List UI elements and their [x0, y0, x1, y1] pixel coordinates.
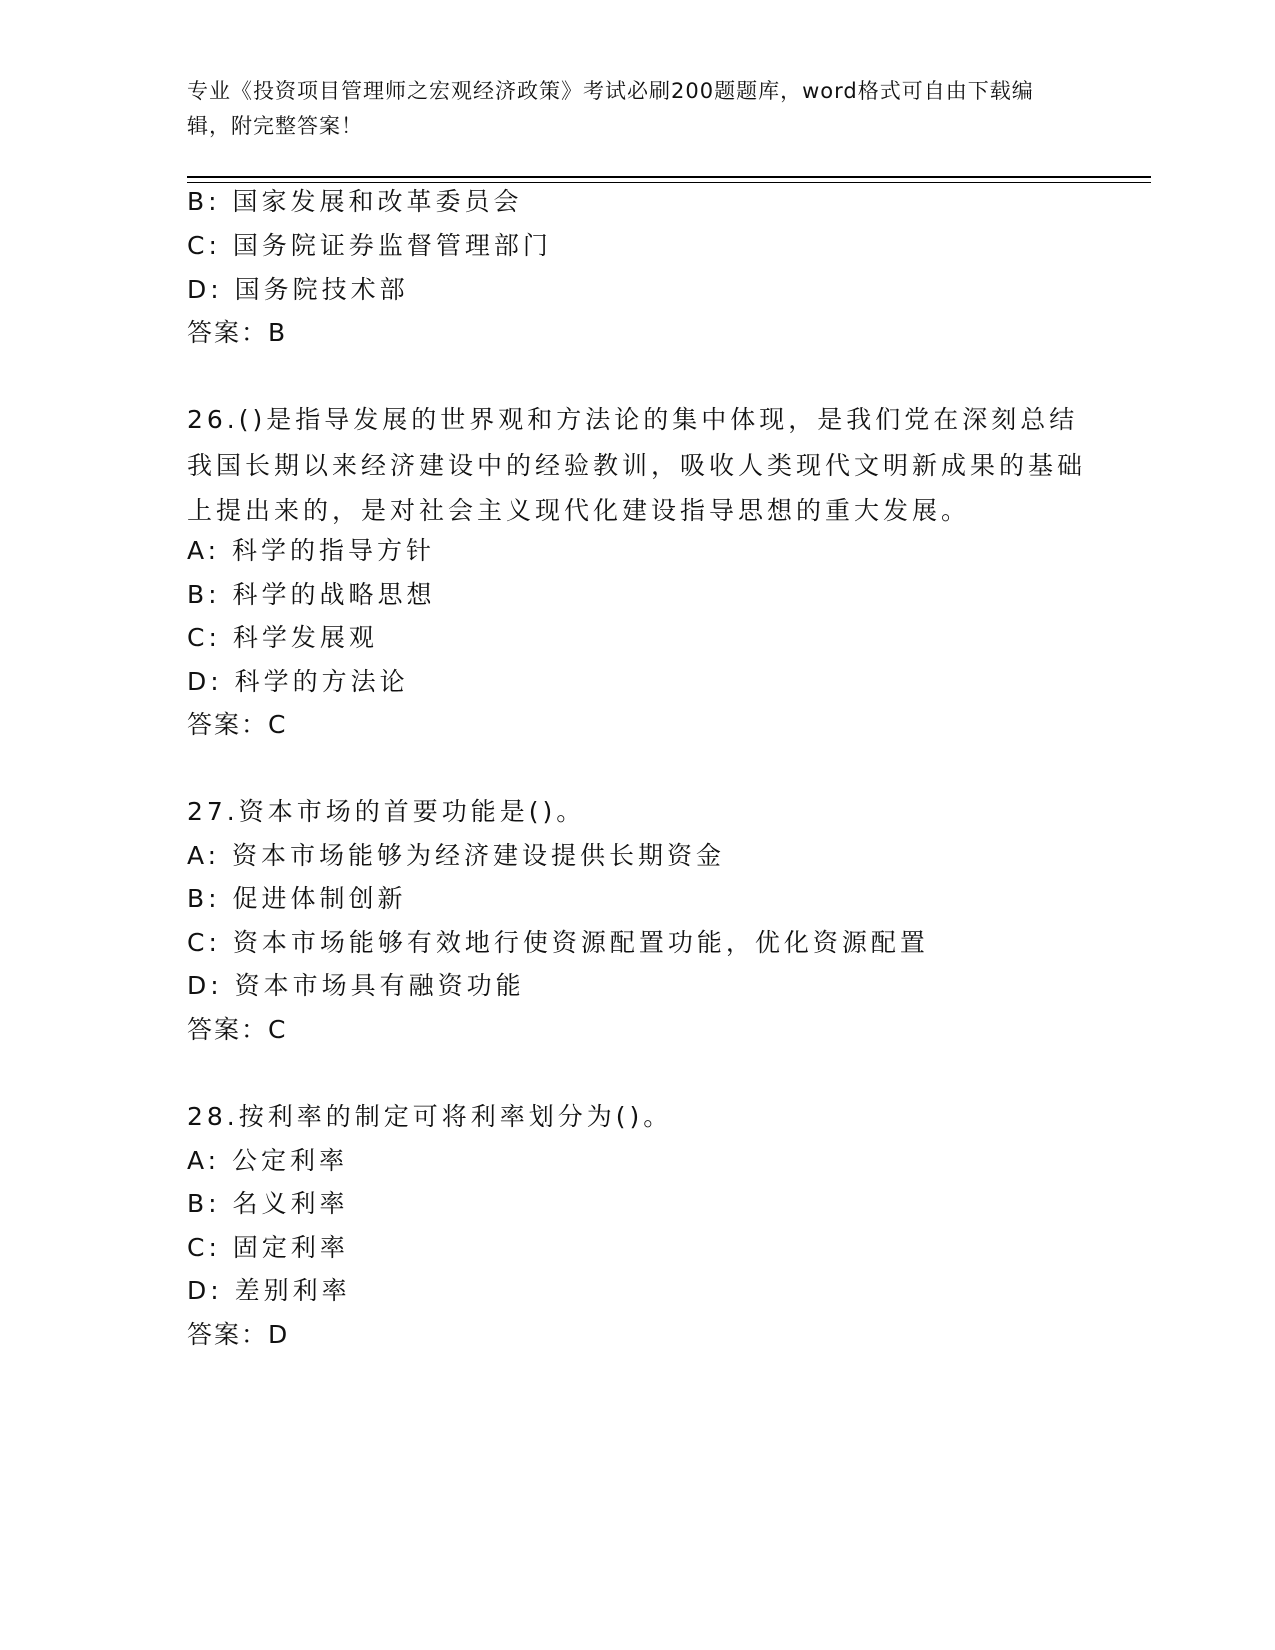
- question-27-option-b: B: 促进体制创新: [187, 884, 407, 913]
- question-26-option-c: C: 科学发展观: [187, 623, 378, 652]
- question-28-stem: 28.按利率的制定可将利率划分为()。: [187, 1102, 673, 1131]
- prev-option-d: D: 国务院技术部: [187, 275, 409, 304]
- question-27-option-d: D: 资本市场具有融资功能: [187, 971, 525, 1000]
- question-26-option-d: D: 科学的方法论: [187, 667, 409, 696]
- question-27-option-a: A: 资本市场能够为经济建设提供长期资金: [187, 841, 726, 870]
- prev-answer: 答案：B: [187, 318, 288, 347]
- question-26-stem: 26.()是指导发展的世界观和方法论的集中体现，是我们党在深刻总结我国长期以来经济建设中的经验教训，吸收人类现代文明新成果的基础上提出来的，是对社会主义现代化建设指导思想的重大发展。: [187, 405, 1087, 525]
- prev-option-c: C: 国务院证券监督管理部门: [187, 231, 552, 260]
- question-27-stem: 27.资本市场的首要功能是()。: [187, 797, 586, 826]
- question-28-option-c: C: 固定利率: [187, 1233, 349, 1262]
- document-header: 专业《投资项目管理师之宏观经济政策》考试必刷200题题库，word格式可自由下载编辑，附完整答案！: [187, 79, 1034, 138]
- question-27-option-c: C: 资本市场能够有效地行使资源配置功能，优化资源配置: [187, 928, 929, 957]
- question-26-option-a: A: 科学的指导方针: [187, 536, 436, 565]
- question-26-answer: 答案：C: [187, 710, 288, 739]
- question-28-option-a: A: 公定利率: [187, 1146, 349, 1175]
- question-27-answer: 答案：C: [187, 1015, 288, 1044]
- header-divider-thin: [187, 182, 1151, 183]
- prev-option-b: B: 国家发展和改革委员会: [187, 187, 523, 216]
- question-26-option-b: B: 科学的战略思想: [187, 580, 436, 609]
- question-28-option-d: D: 差别利率: [187, 1276, 351, 1305]
- question-28-option-b: B: 名义利率: [187, 1189, 349, 1218]
- header-divider-thick: [187, 176, 1151, 178]
- question-28-answer: 答案：D: [187, 1320, 290, 1349]
